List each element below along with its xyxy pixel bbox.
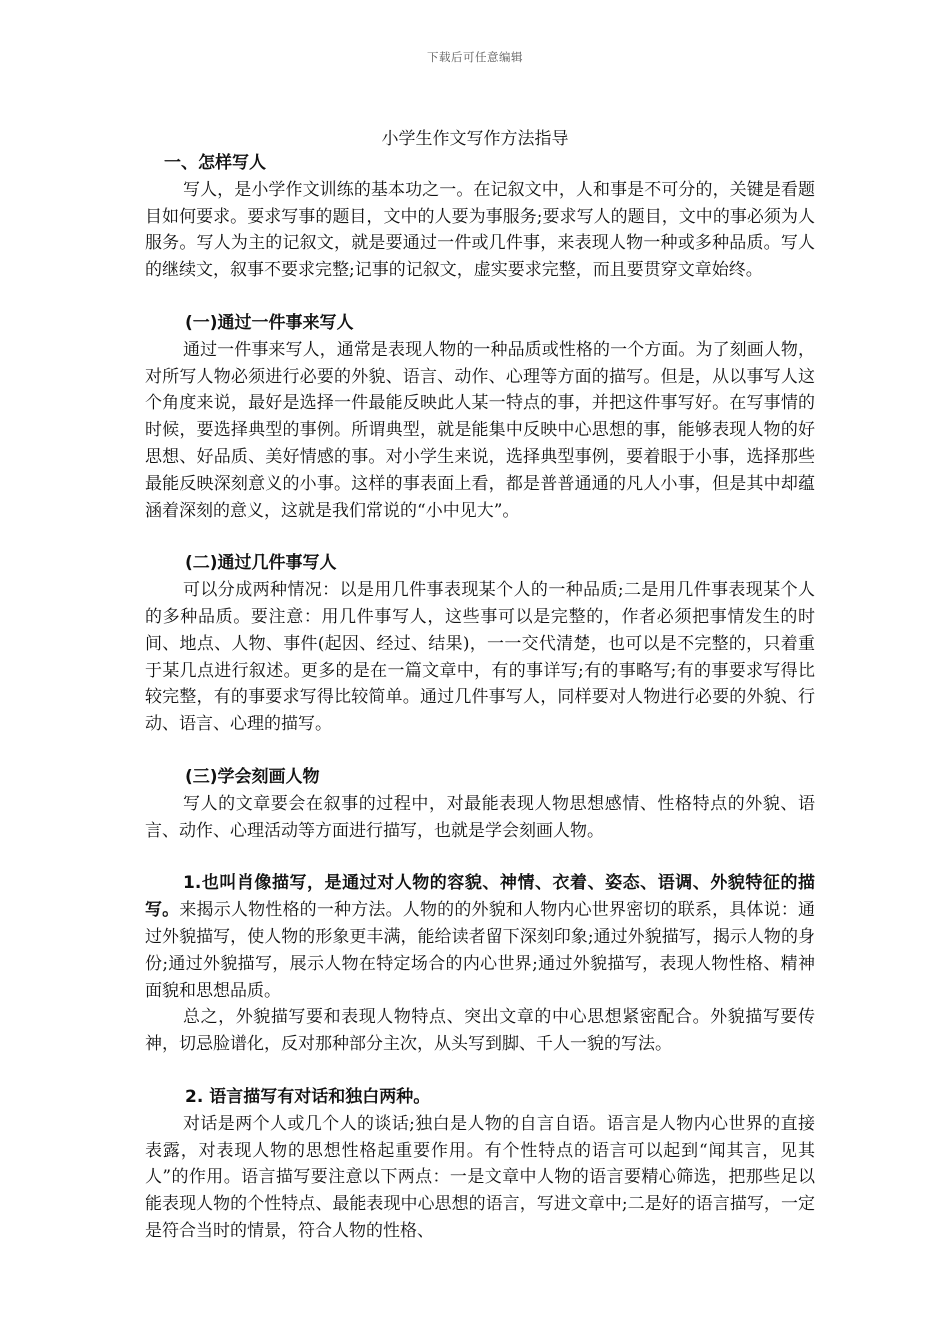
item-2-paragraph: 对话是两个人或几个人的谈话;独白是人物的自言自语。语言是人物内心世界的直接表露，对表现人物的思想性格起重要作用。有个性特点的语言可以起到“闻其言，见其人”的作用。语言描写要注意以下两点：一是文章中人物的语言要精心筛选，把那些足以能表现人物的个性特点、最能表现中心思想的语言，写进文章中;二是好的语言描写，一定是符合当时的情景，符合人物的性格、 <box>145 1113 815 1241</box>
subsection-3-paragraph: 写人的文章要会在叙事的过程中，对最能表现人物思想感情、性格特点的外貌、语言、动作、心理活动等方面进行描写，也就是学会刻画人物。 <box>145 793 815 841</box>
document-title: 小学生作文写作方法指导 <box>381 129 569 149</box>
item-1-paragraph <box>145 870 815 1004</box>
paragraph-spacer <box>145 524 815 550</box>
section-intro-paragraph: 写人，是小学作文训练的基本功之一。在记叙文中，人和事是不可分的，关键是看题目如何要求。要求写事的题目，文中的人要为事服务;要求写人的题目，文中的事必须为人服务。写人为主的记叙文，就是要通过一件或几件事，来表现人物一种或多种品质。写人的继续文，叙事不要求完整;记事的记叙文，虚实要求完整，而且要贯穿文章始终。 <box>145 179 815 281</box>
item-1-bold-lead: 1.也叫肖像描写，是通过对人物的容貌、神情、衣着、姿态、语调、外貌特征的描写。 <box>145 873 815 921</box>
item-2-heading: 2. 语言描写有对话和独白两种。 <box>185 1086 431 1107</box>
document-body <box>145 150 815 1245</box>
paragraph-spacer <box>145 844 815 870</box>
section-heading: 一、怎样写人 <box>164 153 266 173</box>
page-header: 下载后可任意编辑 <box>427 50 523 64</box>
paragraph-spacer <box>145 738 815 764</box>
paragraph-spacer <box>145 284 815 310</box>
subsection-heading-2: (二)通过几件事写人 <box>185 553 337 574</box>
subsection-1-paragraph: 通过一件事来写人，通常是表现人物的一种品质或性格的一个方面。为了刻画人物，对所写人物必须进行必要的外貌、语言、动作、心理等方面的描写。但是，从以事写人这个角度来说，最好是选择一件最能反映此人某一特点的事，并把这件事写好。在写事情的时候，要选择典型的事例。所谓典型，就是能集中反映中心思想的事，能够表现人物的好思想、好品质、美好情感的事。对小学生来说，选择典型事例，要着眼于小事，选择那些最能反映深刻意义的小事。这样的事表面上看，都是普普通通的凡人小事，但是其中却蕴涵着深刻的意义，这就是我们常说的“小中见大”。 <box>145 339 815 521</box>
item-1-body: 来揭示人物性格的一种方法。人物的的外貌和人物内心世界密切的联系，具体说：通过外貌描写，使人物的形象更丰满，能给读者留下深刻印象;通过外貌描写，揭示人物的身份;通过外貌描写，展示人物在特定场合的内心世界;通过外貌描写，表现人物性格、精神面貌和思想品质。 <box>145 900 816 1001</box>
subsection-2-paragraph: 可以分成两种情况：以是用几件事表现某个人的一种品质;二是用几件事表现某个人的多种品质。要注意：用几件事写人，这些事可以是完整的，作者必须把事情发生的时间、地点、人物、事件(起因、经过、结果)，一一交代清楚，也可以是不完整的，只着重于某几点进行叙述。更多的是在一篇文章中，有的事详写;有的事略写;有的事要求写得比较完整，有的事要求写得比较简单。通过几件事写人，同样要对人物进行必要的外貌、行动、语言、心理的描写。 <box>145 580 815 735</box>
subsection-heading-3: (三)学会刻画人物 <box>185 766 320 787</box>
paragraph-spacer <box>145 1058 815 1084</box>
subsection-heading-1: (一)通过一件事来写人 <box>185 312 354 333</box>
item-1-summary-paragraph: 总之，外貌描写要和表现人物特点、突出文章的中心思想紧密配合。外貌描写要传神，切忌脸谱化，反对那种部分主次，从头写到脚、千人一貌的写法。 <box>145 1007 815 1055</box>
